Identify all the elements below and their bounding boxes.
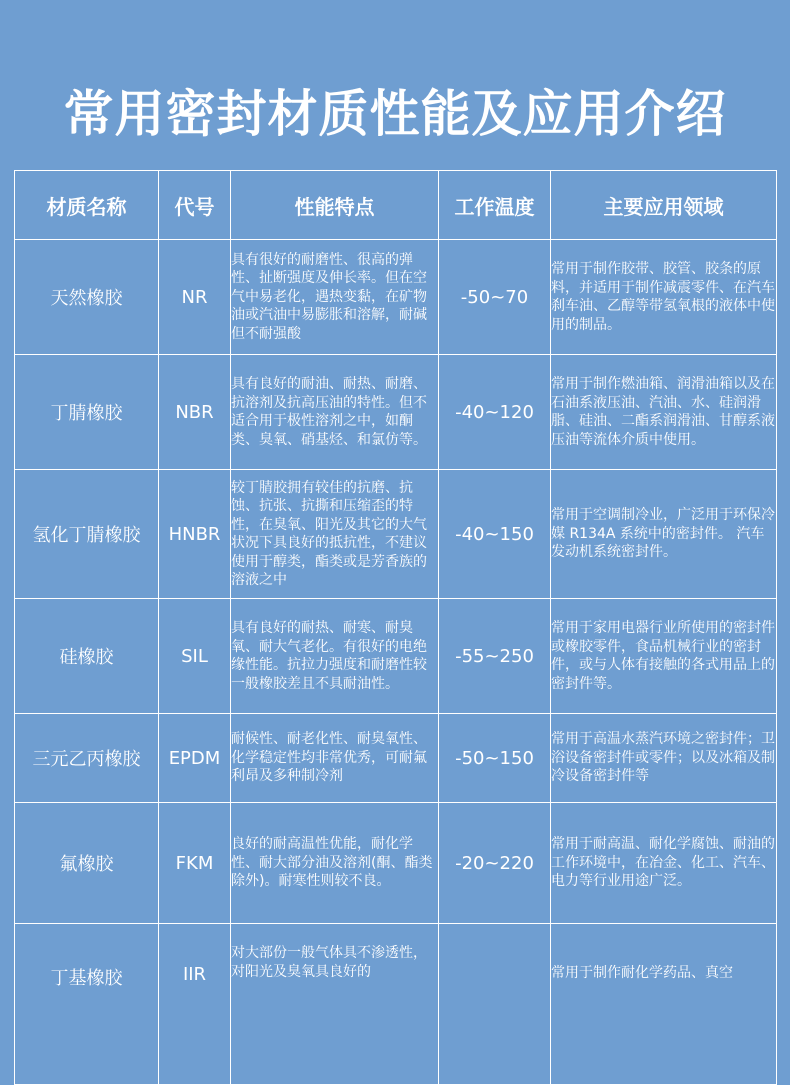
- table-row: [15, 240, 777, 355]
- material-temperature: -50~150: [439, 714, 551, 803]
- material-temperature: -50~70: [439, 240, 551, 355]
- material-properties: 具有良好的耐油、耐热、耐磨、抗溶剂及抗高压油的特性。但不适合用于极性溶剂之中，如酮类、臭氧、硝基烃、和氯仿等。: [231, 355, 439, 470]
- material-name: 硅橡胶: [15, 599, 159, 714]
- material-applications: 常用于空调制冷业，广泛用于环保冷媒 R134A 系统中的密封件。 汽车发动机系统密封件。: [551, 470, 777, 599]
- material-applications: 常用于耐高温、耐化学腐蚀、耐油的工作环境中，在冶金、化工、汽车、电力等行业用途广泛。: [551, 803, 777, 924]
- material-code: SIL: [159, 599, 231, 714]
- material-properties: 耐候性、耐老化性、耐臭氧性、化学稳定性均非常优秀，可耐氟利昂及多种制冷剂: [231, 714, 439, 803]
- header-properties: 性能特点: [231, 171, 439, 240]
- page-title: 常用密封材质性能及应用介绍: [63, 85, 727, 143]
- material-code: HNBR: [159, 470, 231, 599]
- material-temperature: -55~250: [439, 599, 551, 714]
- material-name: 天然橡胶: [15, 240, 159, 355]
- header-applications: 主要应用领域: [551, 171, 777, 240]
- material-properties: 良好的耐高温性优能，耐化学性、耐大部分油及溶剂(酮、酯类除外)。耐寒性则较不良。: [231, 803, 439, 924]
- material-temperature: -40~120: [439, 355, 551, 470]
- material-name: 三元乙丙橡胶: [15, 714, 159, 803]
- header-material-name: 材质名称: [15, 171, 159, 240]
- material-temperature: [439, 924, 551, 1085]
- material-temperature: -20~220: [439, 803, 551, 924]
- material-properties: 对大部份一般气体具不渗透性，对阳光及臭氧具良好的: [231, 924, 439, 1085]
- material-name: 氢化丁腈橡胶: [15, 470, 159, 599]
- material-code: NR: [159, 240, 231, 355]
- material-properties: 具有良好的耐热、耐寒、耐臭氧、耐大气老化。有很好的电绝缘性能。抗拉力强度和耐磨性较一般橡胶差且不具耐油性。: [231, 599, 439, 714]
- header-temperature: 工作温度: [439, 171, 551, 240]
- material-code: NBR: [159, 355, 231, 470]
- table-header-row: [15, 171, 777, 240]
- material-properties: 具有很好的耐磨性、很高的弹性、扯断强度及伸长率。但在空气中易老化，遇热变黏，在矿物油或汽油中易膨胀和溶解，耐碱但不耐强酸: [231, 240, 439, 355]
- table-row: [15, 714, 777, 803]
- header-code: 代号: [159, 171, 231, 240]
- material-applications: 常用于家用电器行业所使用的密封件或橡胶零件，食品机械行业的密封件，或与人体有接触的各式用品上的密封件等。: [551, 599, 777, 714]
- material-name: 氟橡胶: [15, 803, 159, 924]
- material-applications: 常用于制作燃油箱、润滑油箱以及在石油系液压油、汽油、水、硅润滑脂、硅油、二酯系润滑油、甘醇系液压油等流体介质中使用。: [551, 355, 777, 470]
- material-temperature: -40~150: [439, 470, 551, 599]
- table-row: [15, 599, 777, 714]
- material-code: IIR: [159, 924, 231, 1085]
- material-code: EPDM: [159, 714, 231, 803]
- material-applications: 常用于高温水蒸汽环境之密封件；卫浴设备密封件或零件；以及冰箱及制冷设备密封件等: [551, 714, 777, 803]
- material-code: FKM: [159, 803, 231, 924]
- table-row: [15, 803, 777, 924]
- material-properties: 较丁腈胶拥有较佳的抗磨、抗蚀、抗张、抗撕和压缩歪的特性，在臭氧、阳光及其它的大气状况下具良好的抵抗性，不建议使用于醇类，酯类或是芳香族的溶液之中: [231, 470, 439, 599]
- table-row: [15, 470, 777, 599]
- material-name: 丁基橡胶: [15, 924, 159, 1085]
- table-row: [15, 355, 777, 470]
- material-name: 丁腈橡胶: [15, 355, 159, 470]
- material-applications: 常用于制作胶带、胶管、胶条的原料，并适用于制作减震零件、在汽车刹车油、乙醇等带氢氧根的液体中使用的制品。: [551, 240, 777, 355]
- table-row: [15, 924, 777, 1085]
- materials-table: [14, 170, 777, 1085]
- material-applications: 常用于制作耐化学药品、真空: [551, 924, 777, 1085]
